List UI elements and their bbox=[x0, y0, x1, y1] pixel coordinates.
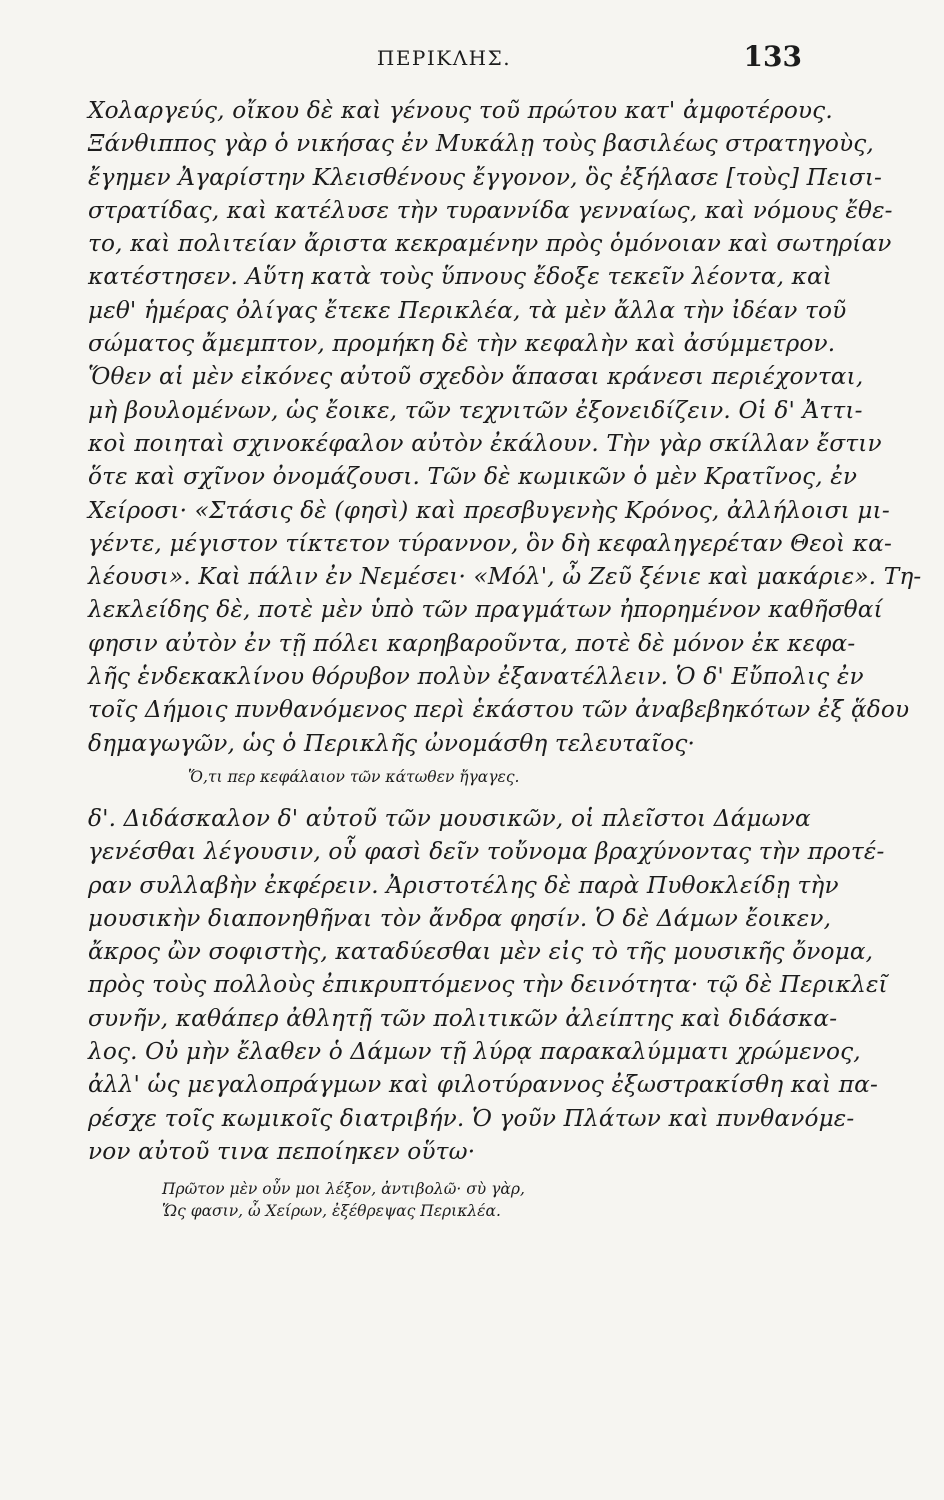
text-line: ἀλλ' ὡς μεγαλοπράγμων καὶ φιλοτύραννος ἐξωστρακίσθη καὶ πα- bbox=[88, 1071, 878, 1099]
text-line: φησιν αὐτὸν ἐν τῇ πόλει καρηβαροῦντα, ποτὲ δὲ μόνον ἐκ κεφα- bbox=[88, 629, 856, 657]
text-line: στρατίδας, καὶ κατέλυσε τὴν τυραννίδα γενναίως, καὶ νόμους ἔθε- bbox=[88, 196, 893, 224]
text-line: ρέσχε τοῖς κωμικοῖς διατριβήν. Ὁ γοῦν Πλάτων καὶ πυνθανόμε- bbox=[88, 1104, 855, 1132]
text-line: λῆς ἑνδεκακλίνου θόρυβον πολὺν ἐξανατέλλειν. Ὁ δ' Εὔπολις ἐν bbox=[88, 663, 864, 691]
verse-line: Ὥς φασιν, ὦ Χείρων, ἐξέθρεψας Περικλέα. bbox=[162, 1202, 501, 1221]
text-line: μεθ' ἡμέρας ὀλίγας ἔτεκε Περικλέα, τὰ μὲν ἄλλα τὴν ἰδέαν τοῦ bbox=[88, 296, 847, 324]
verse-line: Πρῶτον μὲν οὖν μοι λέξον, ἀντιβολῶ· σὺ γὰρ, bbox=[162, 1180, 525, 1199]
text-line: κοὶ ποιηταὶ σχινοκέφαλον αὐτὸν ἐκάλουν. Τὴν γὰρ σκίλλαν ἔστιν bbox=[88, 429, 882, 457]
text-line: ἄκρος ὢν σοφιστὴς, καταδύεσθαι μὲν εἰς τὸ τῆς μουσικῆς ὄνομα, bbox=[88, 938, 874, 966]
body-text bbox=[88, 94, 922, 1222]
text-line: λέουσι». Καὶ πάλιν ἐν Νεμέσει· «Μόλ', ὦ Ζεῦ ξένιε καὶ μακάριε». Τη- bbox=[88, 563, 922, 591]
text-line: λος. Οὐ μὴν ἔλαθεν ὁ Δάμων τῇ λύρᾳ παρακαλύμματι χρώμενος, bbox=[88, 1038, 861, 1066]
text-line: Ὅθεν αἱ μὲν εἰκόνες αὐτοῦ σχεδὸν ἅπασαι κράνεσι περιέχονται, bbox=[88, 363, 864, 391]
text-line: δ'. Διδάσκαλον δ' αὐτοῦ τῶν μουσικῶν, οἱ πλεῖστοι Δάμωνα bbox=[88, 804, 811, 832]
paragraph-2 bbox=[88, 802, 888, 1168]
book-page bbox=[88, 40, 922, 1222]
text-line: γενέσθαι λέγουσιν, οὗ φασὶ δεῖν τοὔνομα βραχύνοντας τὴν προτέ- bbox=[88, 838, 885, 866]
verse-quote-2 bbox=[162, 1178, 800, 1222]
text-line: δημαγωγῶν, ὡς ὁ Περικλῆς ὠνομάσθη τελευταῖος· bbox=[88, 729, 695, 757]
text-line: Χείροσι· «Στάσις δὲ (φησὶ) καὶ πρεσβυγενὴς Κρόνος, ἀλλήλοισι μι- bbox=[88, 496, 890, 524]
text-line: ἔγημεν Ἀγαρίστην Κλεισθένους ἔγγονον, ὃς ἐξήλασε [τοὺς] Πεισι- bbox=[88, 163, 883, 191]
text-line: λεκλείδης δὲ, ποτὲ μὲν ὑπὸ τῶν πραγμάτων ἠπορημένον καθῆσθαί bbox=[88, 596, 883, 624]
text-line: Χολαργεύς, οἴκου δὲ καὶ γένους τοῦ πρώτου κατ' ἀμφοτέρους. bbox=[88, 97, 833, 124]
page-number: 133 bbox=[743, 40, 802, 73]
verse-quote-1: Ὅ,τι περ κεφάλαιον τῶν κάτωθεν ἤγαγες. bbox=[188, 767, 520, 786]
text-line: συνῆν, καθάπερ ἀθλητῇ τῶν πολιτικῶν ἀλείπτης καὶ διδάσκα- bbox=[88, 1004, 838, 1032]
text-line: ὅτε καὶ σχῖνον ὀνομάζουσι. Τῶν δὲ κωμικῶν ὁ μὲν Κρατῖνος, ἐν bbox=[88, 463, 858, 491]
text-line: ραν συλλαβὴν ἐκφέρειν. Ἀριστοτέλης δὲ παρὰ Πυθοκλείδῃ τὴν bbox=[88, 871, 839, 899]
text-line: γέντε, μέγιστον τίκτετον τύραννον, ὃν δὴ κεφαληγερέταν Θεοὶ κα- bbox=[88, 529, 892, 557]
text-line: νον αὐτοῦ τινα πεποίηκεν οὕτω· bbox=[88, 1137, 476, 1165]
text-line: το, καὶ πολιτείαν ἄριστα κεκραμένην πρὸς ὁμόνοιαν καὶ σωτηρίαν bbox=[88, 230, 892, 258]
text-line: πρὸς τοὺς πολλοὺς ἐπικρυπτόμενος τὴν δεινότητα· τῷ δὲ Περικλεῖ bbox=[88, 971, 888, 999]
paragraph-1 bbox=[88, 94, 922, 760]
text-line: σώματος ἄμεμπτον, προμήκη δὲ τὴν κεφαλὴν καὶ ἀσύμμετρον. bbox=[88, 330, 836, 358]
running-title: ΠΕΡΙΚΛΗΣ. bbox=[376, 46, 512, 70]
text-line: Ξάνθιππος γὰρ ὁ νικήσας ἐν Μυκάλῃ τοὺς βασιλέως στρατηγοὺς, bbox=[88, 130, 874, 158]
text-line: κατέστησεν. Αὕτη κατὰ τοὺς ὕπνους ἔδοξε τεκεῖν λέοντα, καὶ bbox=[88, 263, 833, 291]
page-header bbox=[88, 40, 802, 84]
text-line: μὴ βουλομένων, ὡς ἔοικε, τῶν τεχνιτῶν ἐξονειδίζειν. Οἱ δ' Ἀττι- bbox=[88, 396, 863, 424]
text-line: μουσικὴν διαπονηθῆναι τὸν ἄνδρα φησίν. Ὁ δὲ Δάμων ἔοικεν, bbox=[88, 904, 832, 932]
text-line: τοῖς Δήμοις πυνθανόμενος περὶ ἑκάστου τῶν ἀναβεβηκότων ἐξ ᾅδου bbox=[88, 696, 910, 724]
